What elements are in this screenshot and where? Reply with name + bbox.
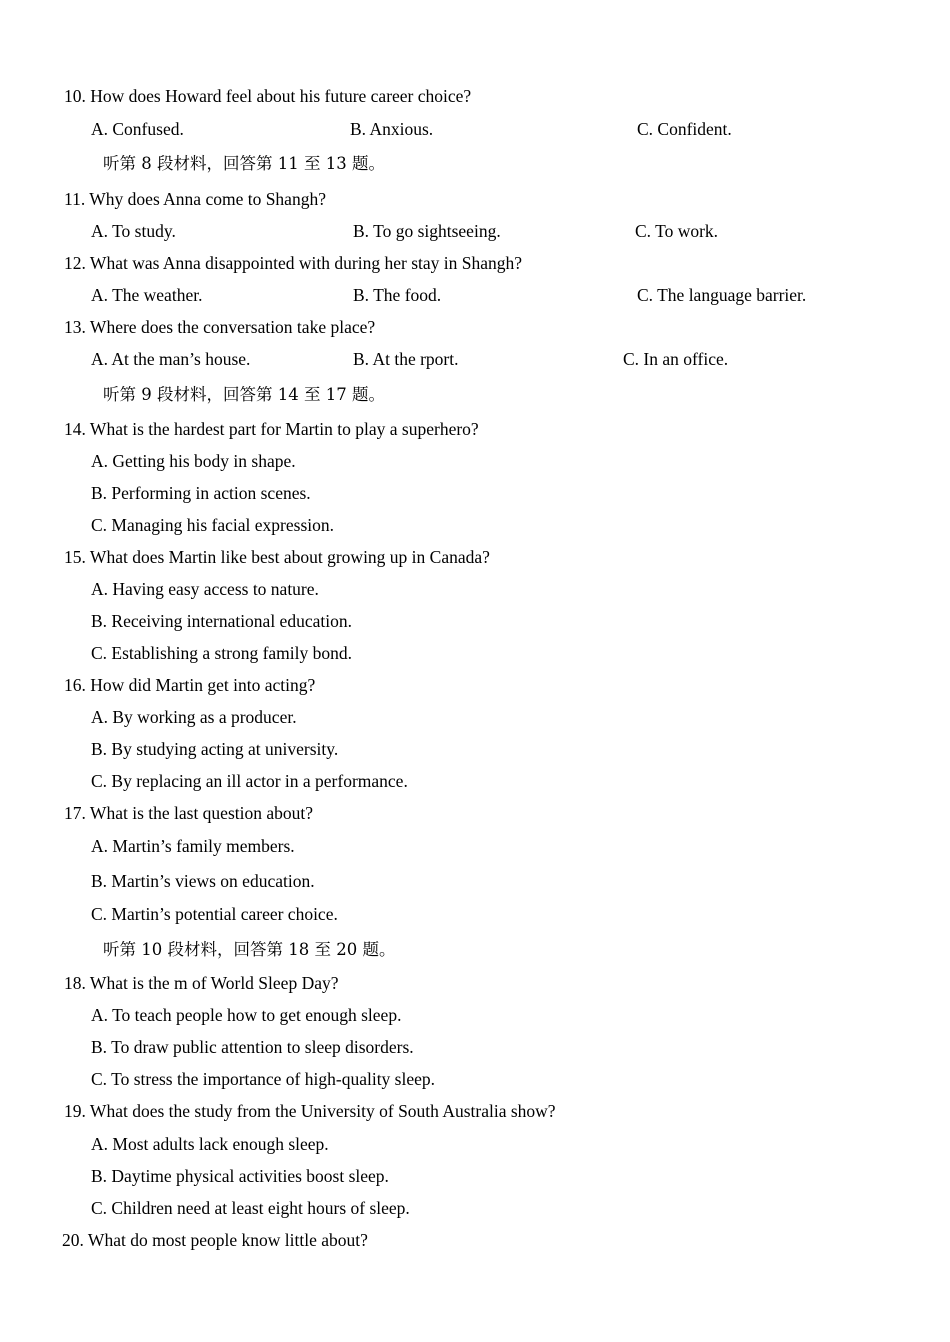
q15-option-a: A. Having easy access to nature. (91, 579, 319, 599)
q13-option-b: B. At the rport. (353, 349, 459, 369)
question-12: 12. What was Anna disappointed with during her stay in Shangh? (64, 253, 523, 273)
q11-option-a: A. To study. (91, 221, 176, 241)
question-17: 17. What is the last question about? (64, 803, 314, 823)
q19-option-c: C. Children need at least eight hours of sleep. (91, 1198, 410, 1218)
question-18: 18. What is the m of World Sleep Day? (64, 973, 339, 993)
q18-option-b: B. To draw public attention to sleep disorders. (91, 1037, 414, 1057)
q12-option-b: B. The food. (353, 285, 442, 305)
question-14: 14. What is the hardest part for Martin to play a superhero? (64, 419, 479, 439)
q17-option-b: B. Martin’s views on education. (91, 871, 315, 891)
q13-option-c: C. In an office. (623, 349, 729, 369)
q12-option-c: C. The language barrier. (637, 285, 807, 305)
q15-option-b: B. Receiving international education. (91, 611, 352, 631)
q15-option-c: C. Establishing a strong family bond. (91, 643, 353, 663)
q16-option-c: C. By replacing an ill actor in a performance. (91, 771, 408, 791)
section-10-instruction: 听第 10 段材料，回答第 18 至 20 题。 (103, 940, 396, 959)
question-13: 13. Where does the conversation take place? (64, 317, 376, 337)
q18-option-a: A. To teach people how to get enough sleep. (91, 1005, 402, 1025)
q11-option-b: B. To go sightseeing. (353, 221, 501, 241)
q10-option-c: C. Confident. (637, 119, 732, 139)
q14-option-b: B. Performing in action scenes. (91, 483, 311, 503)
question-16: 16. How did Martin get into acting? (64, 675, 316, 695)
q13-option-a: A. At the man’s house. (91, 349, 251, 369)
q18-option-c: C. To stress the importance of high-quality sleep. (91, 1069, 436, 1089)
q16-option-a: A. By working as a producer. (91, 707, 297, 727)
q14-option-c: C. Managing his facial expression. (91, 515, 335, 535)
section-9-instruction: 听第 9 段材料，回答第 14 至 17 题。 (103, 385, 385, 404)
question-10: 10. How does Howard feel about his future career choice? (64, 86, 472, 106)
q17-option-a: A. Martin’s family members. (91, 836, 295, 856)
q12-option-a: A. The weather. (91, 285, 203, 305)
question-20: 20. What do most people know little about? (62, 1230, 368, 1250)
q17-option-c: C. Martin’s potential career choice. (91, 904, 338, 924)
q10-option-b: B. Anxious. (350, 119, 434, 139)
section-8-instruction: 听第 8 段材料，回答第 11 至 13 题。 (103, 154, 385, 173)
question-15: 15. What does Martin like best about growing up in Canada? (64, 547, 490, 567)
q19-option-a: A. Most adults lack enough sleep. (91, 1134, 329, 1154)
q10-option-a: A. Confused. (91, 119, 184, 139)
question-19: 19. What does the study from the University of South Australia show? (64, 1101, 556, 1121)
q19-option-b: B. Daytime physical activities boost sleep. (91, 1166, 389, 1186)
question-11: 11. Why does Anna come to Shangh? (64, 189, 326, 209)
q11-option-c: C. To work. (635, 221, 719, 241)
q14-option-a: A. Getting his body in shape. (91, 451, 296, 471)
q16-option-b: B. By studying acting at university. (91, 739, 339, 759)
